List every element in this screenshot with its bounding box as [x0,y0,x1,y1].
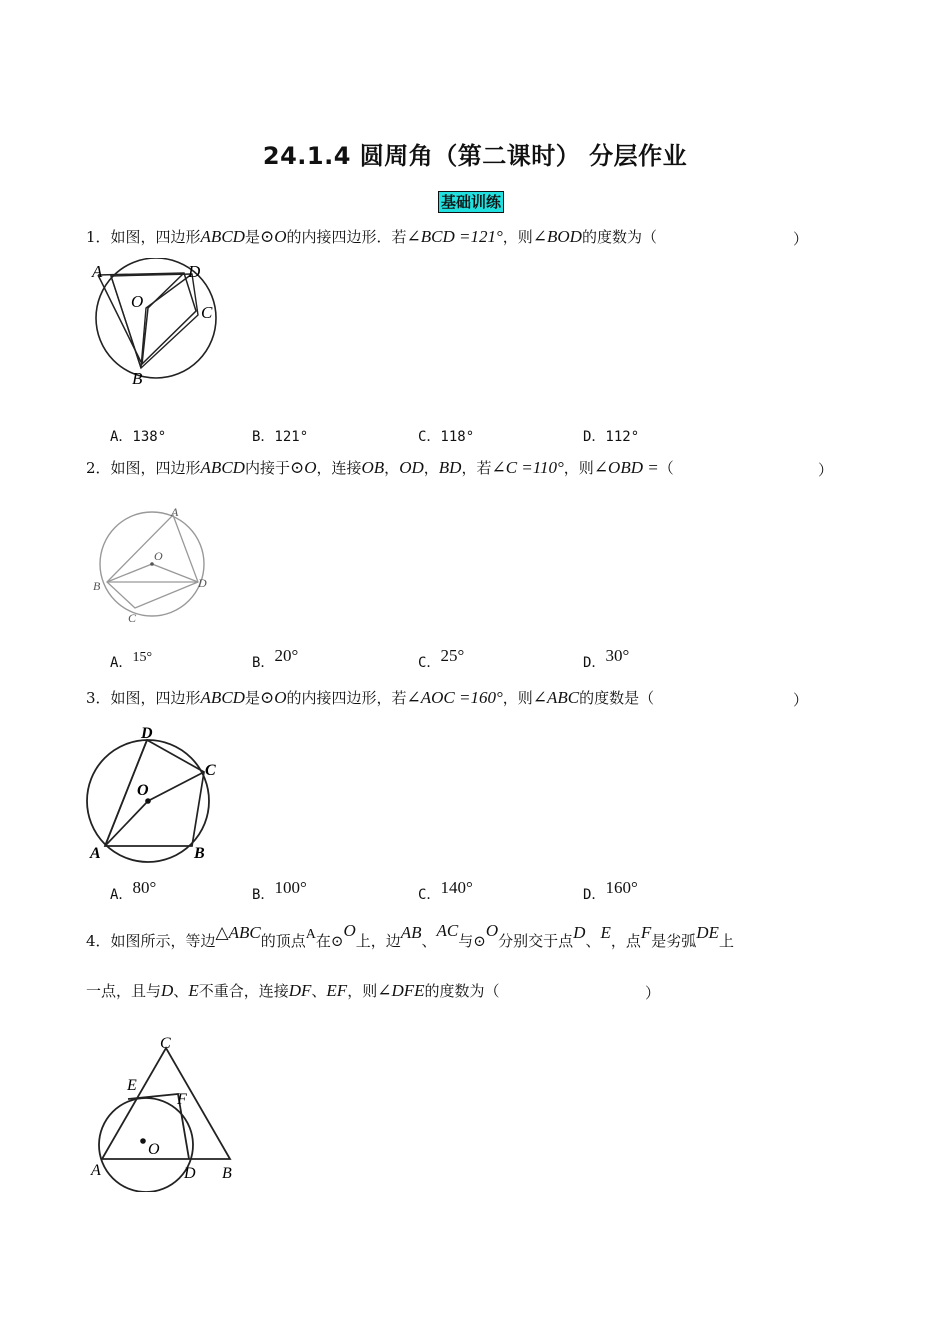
question-1-close: ） [793,230,809,248]
question-2-close: ） [818,461,834,479]
question-4-figure [88,1032,248,1192]
q3-option-d[interactable]: D．160° [583,878,638,903]
q2-label-d: D [198,576,207,590]
q3-label-b: B [194,845,205,862]
q4-label-c: C [160,1035,171,1052]
q1-option-b[interactable]: B．121° [252,429,309,445]
question-3-figure [86,722,234,864]
q1-label-a: A [92,262,103,281]
question-1-text: 1．如图，四边形ABCD是⊙O的内接四边形．若∠BCD =121°，则∠BOD的度数为（ [86,227,657,246]
q1-option-d[interactable]: D．112° [583,429,640,445]
q4-label-f: F [177,1091,187,1108]
arc-de: DE [696,923,719,942]
q3-label-c: C [205,762,216,779]
q1-label-d: D [188,262,201,281]
section-label: 基础训练 [438,191,504,213]
q1-label-b: B [132,369,143,388]
q3-option-a[interactable]: A．80° [110,878,157,903]
q2-option-a[interactable]: A．15° [110,650,153,671]
q2-label-a: A [171,505,179,519]
q4-label-b: B [222,1165,232,1182]
question-1-figure [86,258,226,388]
question-2-figure [90,504,220,628]
question-4-close: ） [645,984,661,1002]
question-3-close: ） [793,691,809,709]
q2-option-c[interactable]: C．25° [418,646,465,671]
q2-label-b: B [93,579,101,593]
question-4-line-2: 一点，且与D、E不重合，连接DF、EF，则∠DFE的度数为（ [86,981,500,1000]
q3-label-o: O [137,782,149,799]
question-2-text: 2．如图，四边形ABCD内接于⊙O，连接OB，OD，BD，若∠C =110°，则∠OBD =（ [86,458,674,477]
q3-label-d: D [141,725,153,742]
q2-label-c: C [128,611,137,625]
question-4-line-1: 4．如图所示，等边△ABC的顶点A在⊙O上，边AB、AC与⊙O分别交于点D、E，点F是劣弧DE上 [86,921,734,950]
q4-label-e: E [127,1077,137,1094]
q4-label-a: A [91,1162,101,1179]
q2-option-b[interactable]: B．20° [252,646,299,671]
q4-label-o: O [148,1141,160,1158]
question-3-text: 3．如图，四边形ABCD是⊙O的内接四边形，若∠AOC =160°，则∠ABC的度数是（ [86,688,655,707]
q2-label-o: O [154,549,163,563]
q1-option-a[interactable]: A．138° [110,429,167,445]
q3-option-b[interactable]: B．100° [252,878,307,903]
q2-option-d[interactable]: D．30° [583,646,630,671]
q1-label-c: C [201,303,213,322]
q3-label-a: A [90,845,101,862]
page-title: 24.1.4 圆周角（第二课时） 分层作业 [262,142,688,170]
q1-option-c[interactable]: C．118° [418,429,475,445]
q3-option-c[interactable]: C．140° [418,878,473,903]
q1-label-o: O [131,292,144,311]
q4-label-d: D [184,1165,196,1182]
